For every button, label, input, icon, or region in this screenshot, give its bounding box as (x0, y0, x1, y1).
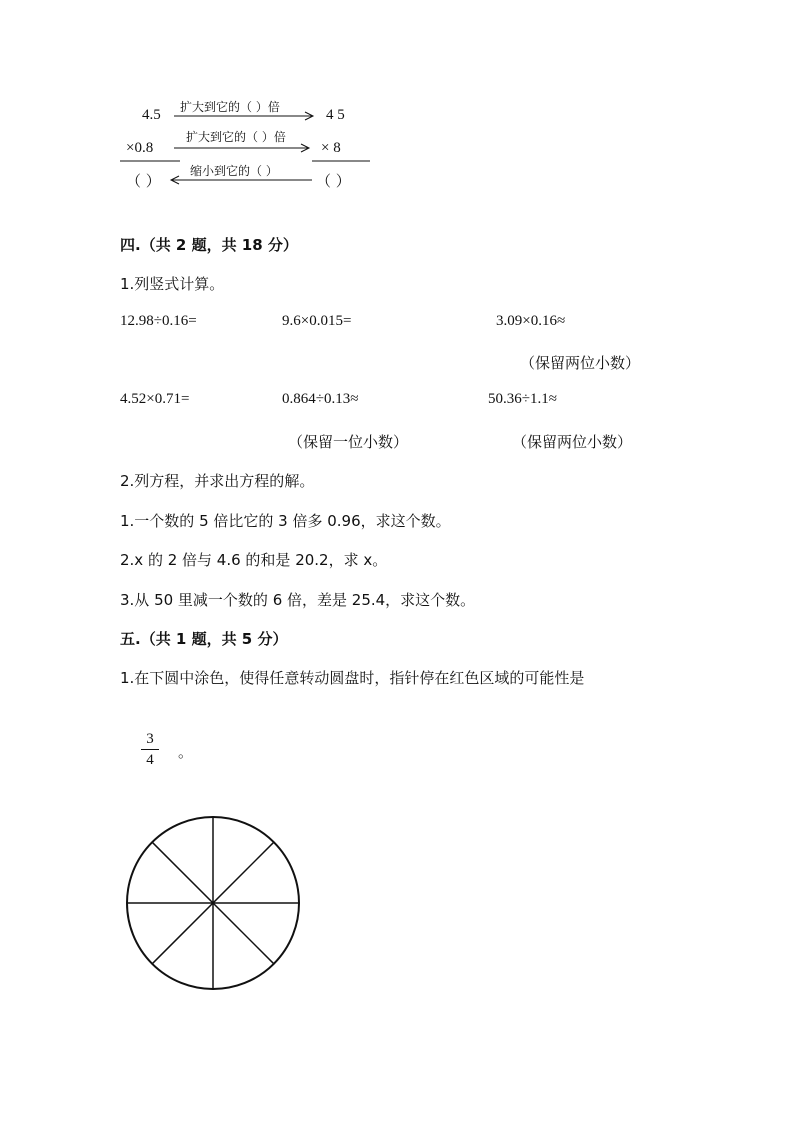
calc-item: 3.09×0.16≈ (496, 313, 566, 329)
arrow1-label: 扩大到它的（ ）倍 (180, 100, 280, 114)
diagram-mid-left: ×0.8 (126, 140, 154, 156)
sector-lines (127, 817, 299, 989)
calc-note: （保留两位小数） (520, 354, 641, 372)
period-mark: 。 (178, 743, 194, 761)
calc-item: 4.52×0.71= (120, 391, 190, 407)
s5-question-text: 1.在下圆中涂色，使得任意转动圆盘时，指针停在红色区域的可能性是 (120, 669, 585, 687)
calc-note: （保留两位小数） (512, 433, 633, 451)
spinner-circle[interactable] (124, 814, 304, 994)
calc-item: 50.36÷1.1≈ (488, 391, 557, 407)
diagram-bottom-left: （ ） (126, 172, 161, 190)
diagram-top-right: 4 5 (326, 107, 345, 123)
diagram-lines (0, 0, 794, 200)
arrow2-label: 扩大到它的（ ）倍 (186, 130, 286, 144)
q1-title: 1.列竖式计算。 (120, 275, 225, 293)
calc-item: 0.864÷0.13≈ (282, 391, 359, 407)
section4-heading: 四.（共 2 题，共 18 分） (120, 236, 298, 254)
fraction-bar (141, 749, 159, 750)
calc-item: 12.98÷0.16= (120, 313, 197, 329)
fraction-denominator: 4 (146, 752, 154, 768)
calc-item: 9.6×0.015= (282, 313, 352, 329)
fraction (140, 731, 160, 768)
calc-note: （保留一位小数） (288, 433, 409, 451)
diagram-bottom-right: （ ） (316, 172, 351, 190)
equation-item: 1.一个数的 5 倍比它的 3 倍多 0.96，求这个数。 (120, 512, 451, 530)
fraction-numerator: 3 (146, 731, 154, 747)
diagram-top-left: 4.5 (142, 107, 161, 123)
equation-item: 2.x 的 2 倍与 4.6 的和是 20.2，求 x。 (120, 551, 388, 569)
equation-item: 3.从 50 里减一个数的 6 倍，差是 25.4，求这个数。 (120, 591, 476, 609)
diagram-mid-right: × 8 (321, 140, 341, 156)
arrow3-label: 缩小到它的（ ） (190, 164, 278, 178)
q2-title: 2.列方程，并求出方程的解。 (120, 472, 315, 490)
section5-heading: 五.（共 1 题，共 5 分） (120, 630, 288, 648)
